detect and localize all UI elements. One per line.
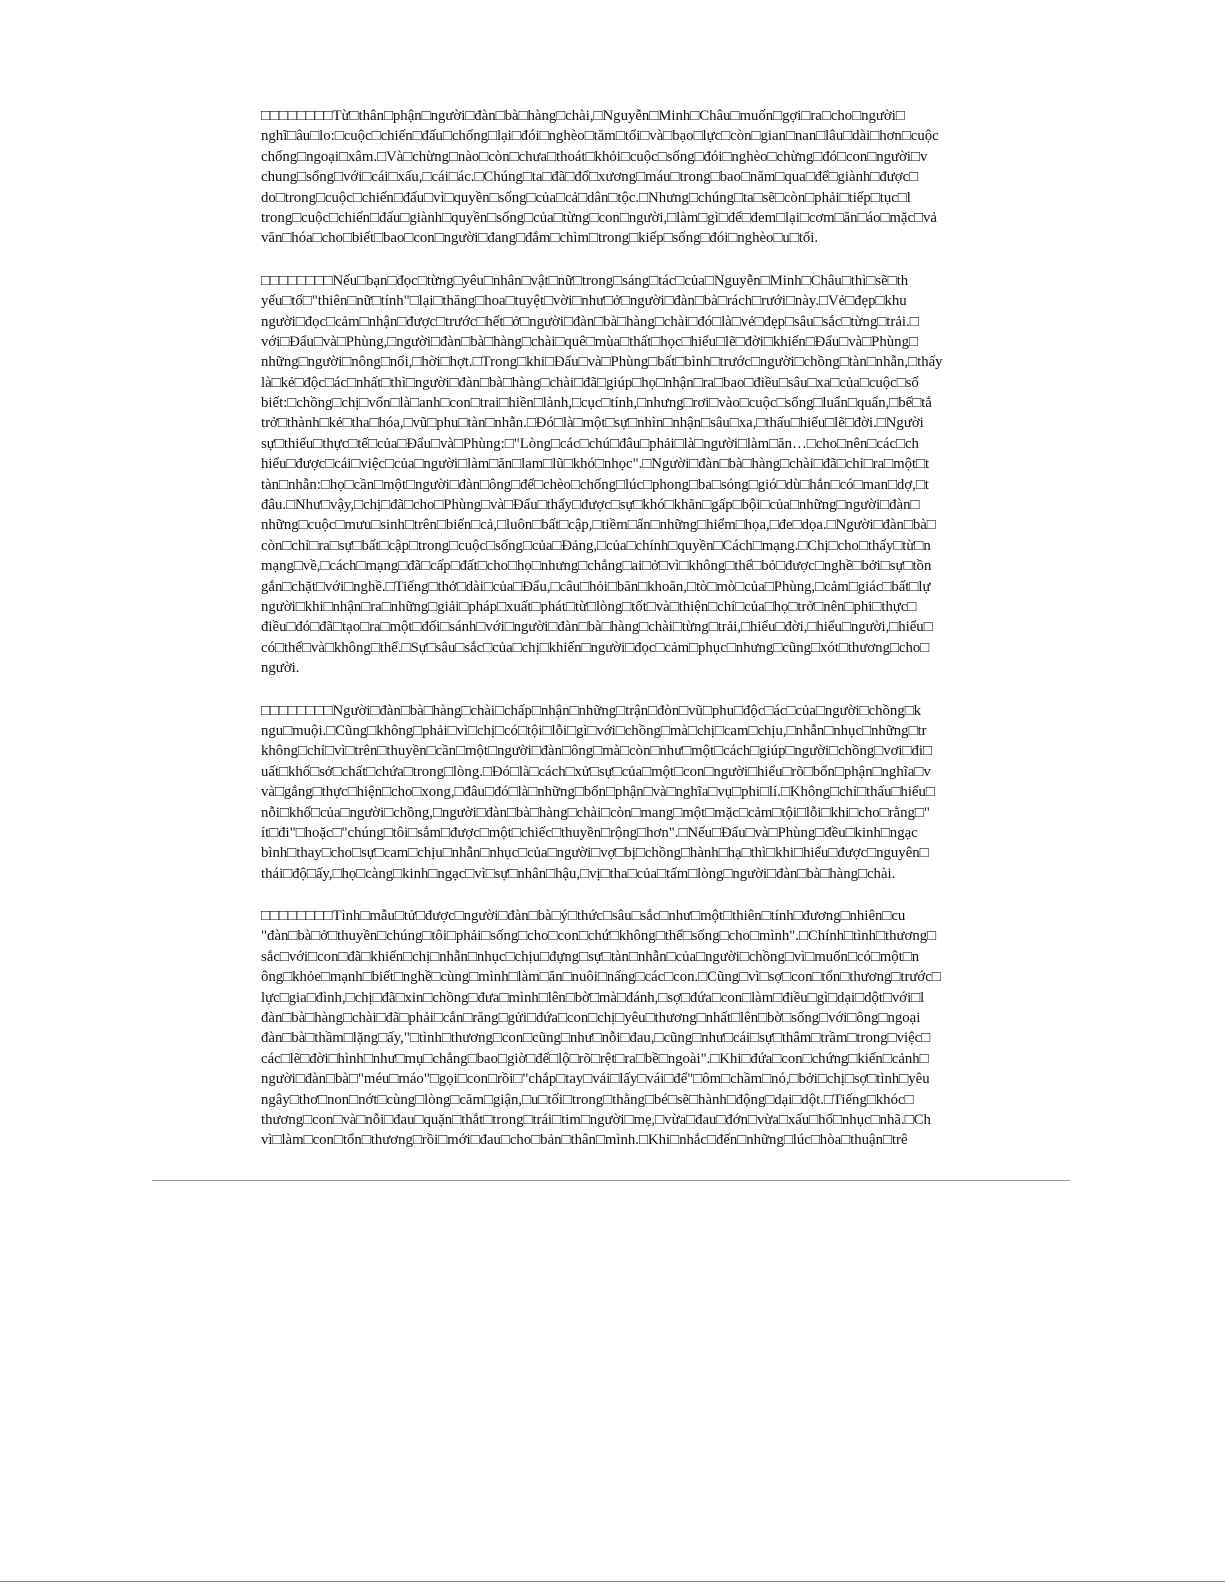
text-line: không□chỉ□vì□trên□thuyền□cần□một□người□đàn□ông□mà□còn□như□một□cách□giúp□người□chồng□vơi□đi□ xyxy=(261,743,932,760)
text-line: người. xyxy=(261,660,300,677)
text-line: thái□độ□ấy,□họ□càng□kinh□ngạc□vì□sự□nhân□hậu,□vị□tha□của□tấm□lòng□người□đàn□bà□hàng□chài. xyxy=(261,865,896,882)
text-line: điều□đó□đã□tạo□ra□một□đối□sánh□với□người□đàn□bà□hàng□chài□từng□trải,□hiểu□đời,□hiểu□người,□hiểu□ xyxy=(261,619,933,636)
text-line: người□đọc□cảm□nhận□được□trước□hết□ở□người□đàn□bà□hàng□chài□đó□là□vẻ□đẹp□sâu□sắc□từng□trải.□ xyxy=(261,313,919,330)
footer-divider xyxy=(152,1180,1070,1181)
text-line: còn□chỉ□ra□sự□bất□cập□trong□cuộc□sống□của□Đảng,□của□chính□quyền□Cách□mạng.□Chị□cho□thấy□từ□n xyxy=(261,537,931,554)
paragraph xyxy=(261,271,1072,679)
text-line: người□đàn□bà□"méu□máo"□gọi□con□rồi□"chắp□tay□vái□lấy□vái□để"□ôm□chầm□nó,□bởi□chị□sợ□tình□yêu xyxy=(261,1071,930,1088)
text-line: ngây□thơ□non□nớt□cùng□lòng□căm□giận,□u□tối□trong□thằng□bé□sẽ□hành□động□dại□dột.□Tiếng□khóc□ xyxy=(261,1091,914,1108)
text-line: đâu.□Như□vậy,□chị□đã□cho□Phùng□và□Đẩu□thấy□được□sự□khó□khăn□gấp□bội□của□những□người□đàn□ xyxy=(261,497,920,514)
document-body xyxy=(261,106,1072,1173)
text-line: sắc□với□con□đã□khiến□chị□nhẫn□nhục□chịu□đựng□sự□tàn□nhẫn□của□người□chồng□vì□muốn□có□một□n xyxy=(261,948,920,965)
text-line: nghĩ□âu□lo:□cuộc□chiến□đấu□chống□lại□đói□nghèo□tăm□tối□và□bạo□lực□còn□gian□nan□lâu□dài□hơn□cuộc xyxy=(261,128,939,145)
text-line: □□□□□□□□Từ□thân□phận□người□đàn□bà□hàng□chài,□Nguyễn□Minh□Châu□muốn□gợi□ra□cho□người□ xyxy=(261,108,905,124)
text-line: tàn□nhẫn:□họ□cần□một□người□đàn□ông□để□chèo□chống□lúc□phong□ba□sóng□gió□dù□hắn□có□man□dợ,□t xyxy=(261,476,929,493)
text-line: yếu□tố□"thiên□nữ□tính"□lại□thăng□hoa□tuyệt□vời□như□ở□người□đàn□bà□rách□rưới□này.□Vẻ□đẹp□khu xyxy=(261,293,907,310)
paragraph xyxy=(261,106,1072,249)
text-line: những□cuộc□mưu□sinh□trên□biển□cả,□luôn□bất□cập,□tiềm□ẩn□những□hiểm□họa,□đe□dọa.□Người□đàn□bà□ xyxy=(261,517,936,534)
text-line: ngu□muội.□Cũng□không□phải□vì□chị□có□tội□lỗi□gì□với□chồng□mà□chị□cam□chịu,□nhẫn□nhục□những□tr xyxy=(261,722,927,739)
text-line: do□trong□cuộc□chiến□đấu□vì□quyền□sống□của□cả□dân□tộc.□Nhưng□chúng□ta□sẽ□còn□phải□tiếp□tục□l xyxy=(261,189,911,206)
text-line: ông□khỏe□mạnh□biết□nghề□cùng□mình□làm□ăn□nuôi□nấng□các□con.□Cũng□vì□sợ□con□tổn□thương□trước□ xyxy=(261,969,941,986)
text-line: chống□ngoại□xâm.□Và□chừng□nào□còn□chưa□thoát□khỏi□cuộc□sống□đói□nghèo□chừng□đó□con□người□v xyxy=(261,148,928,165)
text-line: mạng□về,□cách□mạng□đã□cấp□đất□cho□họ□nhưng□chẳng□ai□ở□vì□không□thể□bỏ□được□nghề□bởi□sự□tồn xyxy=(261,558,932,575)
text-line: nỗi□khổ□của□người□chồng,□người□đàn□bà□hàng□chài□còn□mang□một□mặc□cảm□tội□lỗi□khi□cho□rằng□" xyxy=(261,804,930,821)
text-line: hiểu□được□cái□việc□của□người□làm□ăn□lam□lũ□khó□nhọc".□Người□đàn□bà□hàng□chài□đã□chỉ□ra□một□t xyxy=(261,456,930,473)
paragraph xyxy=(261,906,1072,1151)
text-line: với□Đẩu□và□Phùng,□người□đàn□bà□hàng□chài□quê□mùa□thất□học□hiểu□lẽ□đời□khiến□Đẩu□và□Phùng□ xyxy=(261,333,918,350)
text-line: ít□đi"□hoặc□"chúng□tôi□sắm□được□một□chiếc□thuyền□rộng□hơn".□Nếu□Đẩu□và□Phùng□đều□kinh□ngạc xyxy=(261,824,918,841)
text-line: vì□làm□con□tổn□thương□rồi□mới□đau□cho□bản□thân□mình.□Khi□nhắc□đến□những□lúc□hòa□thuận□trê xyxy=(261,1132,908,1149)
text-line: đàn□bà□hàng□chài□đã□phải□cắn□răng□gửi□đứa□con□chị□yêu□thương□nhất□lên□bờ□sống□với□ông□ngoại xyxy=(261,1010,921,1027)
text-line: và□gắng□thực□hiện□cho□xong,□đâu□đó□là□những□bổn□phận□và□nghĩa□vụ□phi□lí.□Không□chỉ□thấu□hiểu□ xyxy=(261,784,935,801)
text-line: chung□sống□với□cái□xấu,□cái□ác.□Chúng□ta□đã□đổ□xương□máu□trong□bao□năm□qua□để□giành□được□ xyxy=(261,169,919,186)
text-line: thương□con□và□nỗi□đau□quặn□thắt□trong□trái□tim□người□mẹ,□vừa□đau□đớn□vừa□xấu□hổ□nhục□nhã.□Ch xyxy=(261,1111,931,1128)
paragraph xyxy=(261,701,1072,885)
text-line: "đàn□bà□ở□thuyền□chúng□tôi□phải□sống□cho□con□chứ□không□thể□sống□cho□mình".□Chính□tình□thương□ xyxy=(261,928,937,945)
text-line: sự□thiếu□thực□tế□của□Đẩu□và□Phùng:□"Lòng□các□chú□đâu□phải□là□người□làm□ăn…□cho□nên□các□ch xyxy=(261,435,919,452)
page-bottom-edge xyxy=(0,1581,1225,1582)
text-line: người□khi□nhận□ra□những□giải□pháp□xuất□phát□từ□lòng□tốt□và□thiện□chí□của□họ□trở□nên□phi□thực□ xyxy=(261,598,917,615)
text-line: gắn□chặt□với□nghề.□Tiếng□thở□dài□của□Đẩu,□câu□hỏi□băn□khoăn,□tò□mò□của□Phùng,□cảm□giác□bất□lự xyxy=(261,578,931,595)
text-line: □□□□□□□□Tình□mẫu□tử□được□người□đàn□bà□ý□thức□sâu□sắc□như□một□thiên□tính□đương□nhiên□cu xyxy=(261,908,906,925)
text-line: bình□thay□cho□sự□cam□chịu□nhẫn□nhục□của□người□vợ□bị□chồng□hành□hạ□thì□khi□hiểu□được□nguyên□ xyxy=(261,845,929,862)
text-line: đàn□bà□thầm□lặng□ấy,"□tình□thương□con□cũng□như□nỗi□đau,□cũng□như□cái□sự□thâm□trầm□trong□việc□ xyxy=(261,1030,931,1047)
text-line: lực□gia□đình,□chị□đã□xin□chồng□đưa□mình□lên□bờ□mà□đánh,□sợ□đứa□con□làm□điều□gì□dại□dột□với□l xyxy=(261,989,925,1006)
text-line: □□□□□□□□Nếu□bạn□đọc□từng□yêu□nhân□vật□nữ□trong□sáng□tác□của□Nguyễn□Minh□Châu□thì□sẽ□th xyxy=(261,272,909,289)
text-line: trở□thành□kẻ□tha□hóa,□vũ□phu□tàn□nhẫn.□Đó□là□một□sự□nhìn□nhận□sâu□xa,□thấu□hiểu□lẽ□đời.□Người xyxy=(261,415,924,432)
text-line: có□thể□và□không□thể.□Sự□sâu□sắc□của□chị□khiến□người□đọc□cảm□phục□nhưng□cũng□xót□thương□cho□ xyxy=(261,639,930,656)
text-line: văn□hóa□cho□biết□bao□con□người□đang□đắm□chìm□trong□kiếp□sống□đói□nghèo□u□tối. xyxy=(261,230,819,247)
text-line: những□người□nông□nổi,□hời□hợt.□Trong□khi□Đẩu□và□Phùng□bất□bình□trước□người□chồng□tàn□nhẫn,□thấy xyxy=(261,354,943,371)
text-line: □□□□□□□□Người□đàn□bà□hàng□chài□chấp□nhận□những□trận□đòn□vũ□phu□độc□ác□của□người□chồng□k xyxy=(261,702,922,719)
text-line: các□lẽ□đời□hình□như□mụ□chẳng□bao□giờ□để□lộ□rõ□rệt□ra□bề□ngoài".□Khi□đứa□con□chứng□kiến□cảnh□ xyxy=(261,1050,929,1067)
text-line: uất□khổ□sở□chất□chứa□trong□lòng.□Đó□là□cách□xử□sự□của□một□con□người□hiểu□rõ□bổn□phận□nghĩa□v xyxy=(261,763,931,780)
text-line: trong□cuộc□chiến□đấu□giành□quyền□sống□của□từng□con□người,□làm□gì□để□đem□lại□cơm□ăn□áo□mặc□vả xyxy=(261,209,937,226)
text-line: là□kẻ□độc□ác□nhất□thì□người□đàn□bà□hàng□chài□đã□giúp□họ□nhận□ra□bao□điều□sâu□xa□của□cuộc□số xyxy=(261,374,919,391)
text-line: biết:□chồng□chị□vốn□là□anh□con□trai□hiền□lành,□cục□tính,□nhưng□rơi□vào□cuộc□sống□luẩn□quẩn,□bế□tắ xyxy=(261,395,932,412)
